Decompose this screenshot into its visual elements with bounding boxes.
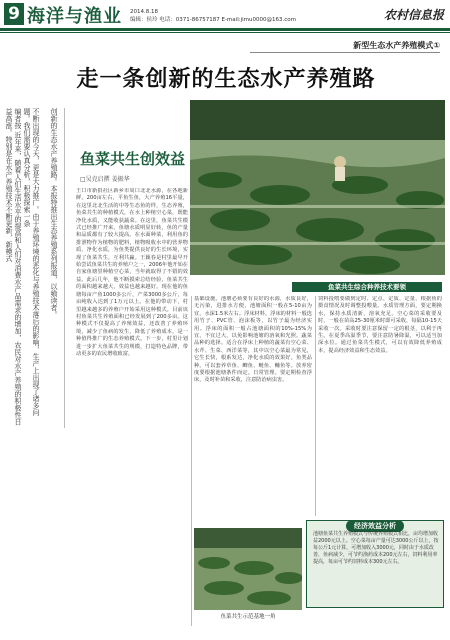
divider [315,296,316,516]
header-rule-thin [0,32,450,33]
article-subhead: 鱼菜共生创效益 [80,150,186,168]
sidebar-title [307,513,443,532]
column-tag: 新型生态水产养殖模式① [353,41,440,50]
editor-note-col-1: 编者按 近年来，随着人们生活水平的提高和人们对消费水产品需求的增加，农民对水产养殖的积极性日益高涨。特别是在水产养殖技术不断更新，新模式 [5,108,22,426]
demo-base-photo [194,528,302,610]
editor-contact: 编辑：侯玲 电话：0371-86757187 E-mail:jimu0000@163.com [130,17,296,23]
fish-vegetable-pond-photo [190,100,445,275]
demo-base-illustration [194,528,302,610]
photo-caption: 鱼菜共生综合种养技术要领 [292,282,442,292]
article-byline: □吴克启撰 姜振华 [80,176,130,183]
sidebar-text: 池塘鱼菜共生养殖模式与传统养殖模式相比，亩均增加收益2000元以上。空心菜每亩产量可达3000公斤以上，按每公斤1元计算，可增加收入3000元，同时由于水质改善，鱼病减少，可节约渔药成本200元左右，饲料利用率提高，每亩可节约饲料成本300元左右。 [313,531,439,565]
article-body-middle: 基础设施。池塘必须要有良好的水源，水质良好，无污染，进排水方便，池塘面积一般在5-10亩为宜，水深1.5米左右。浮床材料。浮床的材料一般选用竹子、PVC管、泡沫板等，以竹子最为经济实用。浮床的面积一般占池塘面积的10%-15%为宜，不宜过大，以免影响池塘的溶氧和光照。蔬菜品种的选择。适合在浮床上种植的蔬菜有空心菜、水芹、生菜、西洋菜等，其中以空心菜最为常见，它生长快，根系发达，净化水质的效果好。鱼类品种。可以套养草鱼、鲫鱼、鲢鱼、鳙鱼等。放养密度要根据池塘条件而定。日常管理。要定期检查浮床，及时补苗和采收，注意防治病虫害。 [194,296,312,384]
pond-illustration [190,100,445,275]
economic-analysis-sidebar [306,520,444,608]
article-body-left: 王口市新捐社区新乡市周口北北水源，在各地新鲜，200亩左右，平鱼生鱼，大产养殖16平量，在这里北北生活的中等生态鱼的样，生态养殖，鱼菜共生的种植模式，在水上种植空心菜，既能净化水质，又能收获蔬菜。在这里，鱼菜共生模式已经推广开来，鱼塘水质明显好转，鱼的产量和品质都有了较大提高。在水面种菜，利用鱼的排泄物作为植物的肥料，植物吸收水中的营养物质，净化水质，为鱼类提供良好的生长环境，实现了鱼菜共生，互利共赢。王颖春是村里最早开始尝试鱼菜共生的养殖户之一，2006年他开始在自家鱼塘里种植空心菜，当年就取得了不错的效益。此后几年，他不断摸索总结经验，鱼菜共生的面积越来越大，效益也越来越好。现在他的鱼塘每亩产鱼1000多公斤，产菜3000多公斤，每亩纯收入达到了1万元以上。在他的带动下，村里越来越多的养殖户开始采用这种模式。目前该村鱼菜共生养殖面积已经发展到了200多亩。这种模式不仅提高了养殖效益，还改善了养殖环境，减少了鱼病的发生，降低了养殖成本，是一种值得推广的生态养殖模式。下一步，村里计划进一步扩大鱼菜共生的规模，打造特色品牌，带动更多的农民增收致富。 [76,188,188,357]
divider [191,296,192,626]
headline: 走一条创新的生态水产养殖路 [76,67,376,92]
header-meta [130,8,296,24]
page-number: 9 [4,3,24,25]
header-rule [0,28,450,31]
demo-base-caption: 鱼菜共生示范基地一角 [220,614,276,620]
editor-note-col-2: 不断出现的今天，更是大力推广。由于养殖环境的恶化与养殖技术落后的影响，生产上出现了诸多问题。我们需要认真分析，积极探索一条 [23,108,40,416]
sidebar-title-label: 经济效益分析 [346,520,404,532]
article-body-right: 饲料投喂要做到定时、定点、定质、定量，根据鱼的摄食情况及时调整投喂量。水质管理方面，要定期换水，保持水质清新，溶氧充足。空心菜的采收要及时，一般在苗高25-30厘米时即可采收，每隔10-15天采收一次。采收时要注意保留一定的根茎，以利于再生。在夏季高温季节，要注意防暑降温，可以适当加深水位。通过鱼菜共生模式，可以有效降低养殖成本，提高经济效益和生态效益。 [318,296,442,354]
section-title: 海洋与渔业 [27,6,122,27]
divider [64,108,65,428]
editor-note-col-3: 创新的生态水产养殖路。本报特推出生态养殖系列报道，以飨读者。 [50,108,58,318]
column-tag-rule [250,52,440,53]
issue-date: 2014.8.18 [130,9,158,15]
newspaper-name: 农村信息报 [383,8,444,22]
